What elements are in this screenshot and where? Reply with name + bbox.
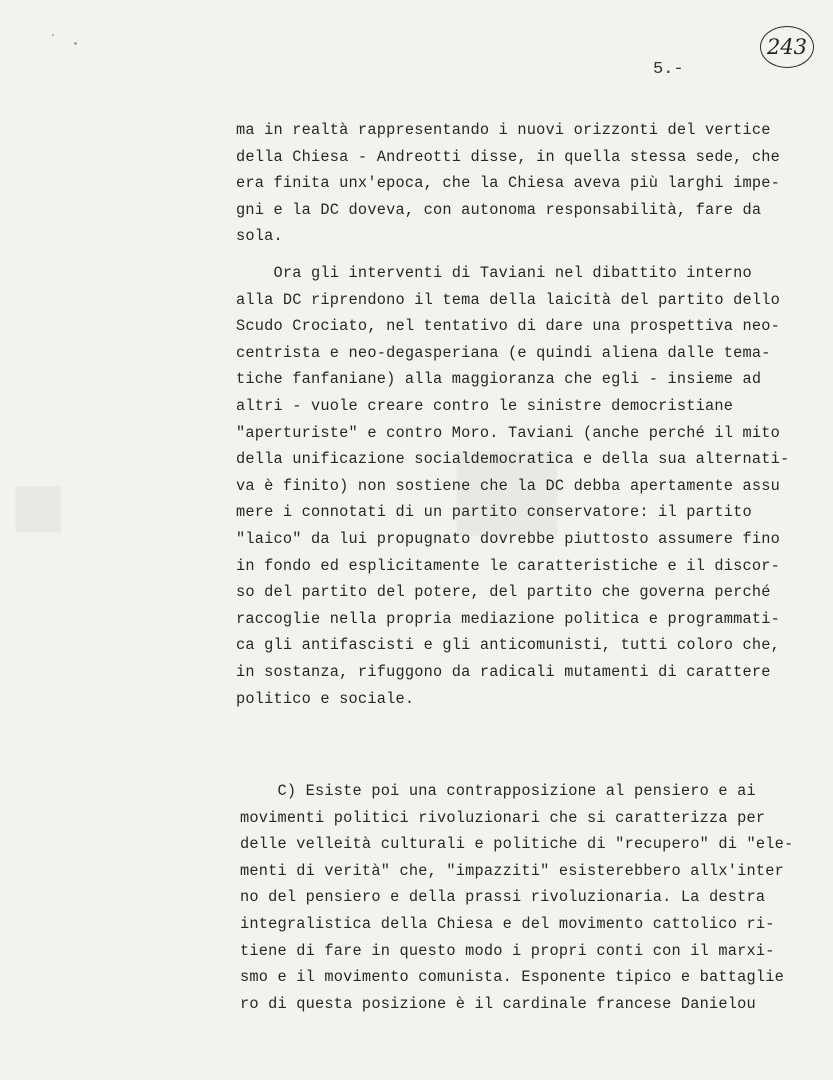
- text-line: mere i connotati di un partito conservatore: il partito: [236, 503, 752, 522]
- archive-page-stamp: [760, 26, 814, 68]
- text-line: alla DC riprendono il tema della laicità del partito dello: [236, 290, 781, 309]
- text-line: era finita unx'epoca, che la Chiesa aveva più larghi impe-: [236, 174, 781, 193]
- text-line: no del pensiero e della prassi rivoluzionaria. La destra: [240, 888, 766, 907]
- text-line: so del partito del potere, del partito che governa perché: [236, 583, 771, 602]
- text-line: ma in realtà rappresentando i nuovi orizzonti del vertice: [236, 121, 771, 139]
- paragraph: [240, 778, 793, 1017]
- text-line: Ora gli interventi di Taviani nel dibattito interno: [236, 264, 752, 282]
- text-line: ro di questa posizione è il cardinale francese Danielou: [240, 994, 756, 1013]
- text-line: ca gli antifascisti e gli anticomunisti, tutti coloro che,: [236, 636, 781, 655]
- text-line: della Chiesa - Andreotti disse, in quella stessa sede, che: [236, 147, 781, 166]
- show-through-shadow: ■: [444, 420, 570, 548]
- text-line: gni e la DC doveva, con autonoma responsabilità, fare da: [236, 200, 762, 219]
- text-line: raccoglie nella propria mediazione politica e programmati-: [236, 609, 781, 628]
- text-line: della unificazione socialdemocratica e della sua alternati-: [236, 450, 790, 469]
- paper-speck: [52, 34, 54, 36]
- text-line: altri - vuole creare contro le sinistre democristiane: [236, 396, 734, 415]
- show-through-shadow: ■: [10, 470, 67, 540]
- text-line: "aperturiste" e contro Moro. Taviani (anche perché il mito: [236, 423, 781, 442]
- text-line: integralistica della Chiesa e del movimento cattolico ri-: [240, 914, 775, 933]
- text-line: "laico" da lui propugnato dovrebbe piuttosto assumere fino: [236, 529, 781, 548]
- text-line: politico e sociale.: [236, 689, 415, 708]
- text-line: menti di verità" che, "impazziti" esisterebbero allx'inter: [240, 861, 785, 880]
- text-line: sola.: [236, 227, 283, 246]
- text-line: C) Esiste poi una contrapposizione al pensiero e ai: [240, 782, 756, 800]
- text-line: in sostanza, rifuggono da radicali mutamenti di carattere: [236, 662, 771, 681]
- text-line: centrista e neo-degasperiana (e quindi aliena dalle tema-: [236, 343, 771, 362]
- text-line: va è finito) non sostiene che la DC debba apertamente assu: [236, 476, 781, 495]
- paper-speck: [74, 42, 77, 45]
- paragraph: [236, 117, 780, 250]
- text-line: smo e il movimento comunista. Esponente tipico e battaglie: [240, 968, 785, 987]
- text-line: tiene di fare in questo modo i propri conti con il marxi-: [240, 941, 775, 960]
- text-line: Scudo Crociato, nel tentativo di dare una prospettiva neo-: [236, 317, 781, 336]
- text-line: in fondo ed esplicitamente le caratteristiche e il discor-: [236, 556, 781, 575]
- text-line: tiche fanfaniane) alla maggioranza che egli - insieme ad: [236, 370, 762, 389]
- page-number: 5.-: [653, 60, 684, 79]
- archive-page-stamp-number: 243: [766, 35, 808, 59]
- paragraph: [236, 260, 789, 712]
- text-line: delle velleità culturali e politiche di "recupero" di "ele-: [240, 835, 794, 854]
- text-line: movimenti politici rivoluzionari che si caratterizza per: [240, 808, 766, 827]
